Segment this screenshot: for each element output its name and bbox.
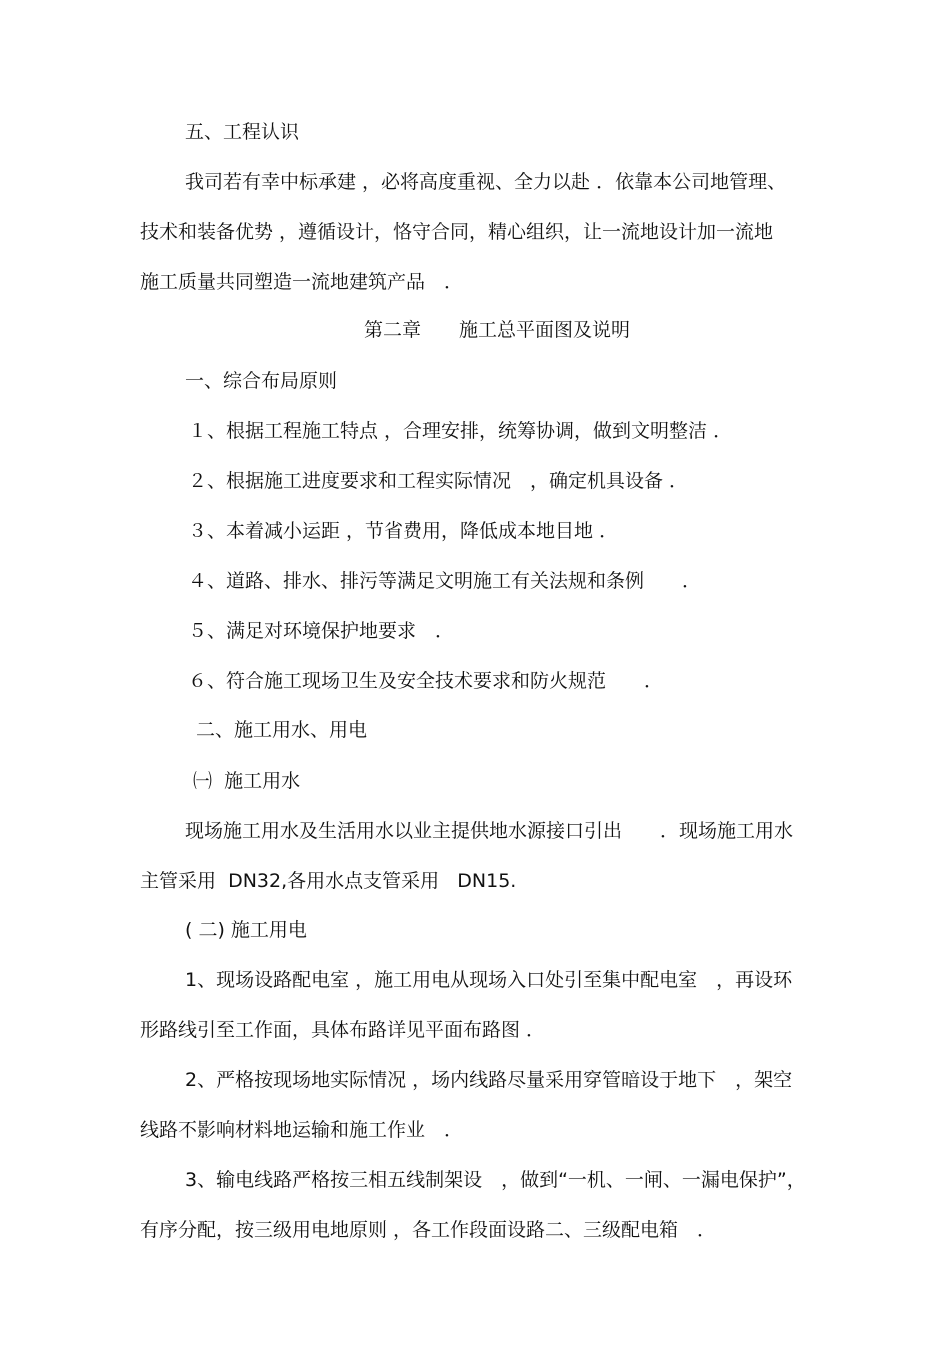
paragraph-line: 3、输电线路严格按三相五线制架设 ，做到“一机、一闸、一漏电保护”， (185, 1169, 806, 1191)
paragraph-line: 线路不影响材料地运输和施工作业 ． (140, 1119, 464, 1141)
list-item: ３、本着减小运距 ，节省费用，降低成本地目地 ． (188, 520, 619, 542)
paragraph-line: 1、现场设路配电室 ，施工用电从现场入口处引至集中配电室 ，再设环 (185, 969, 793, 991)
paragraph-line: 形路线引至工作面，具体布路详见平面布路图 ． (140, 1019, 546, 1041)
list-item: ２、根据施工进度要求和工程实际情况 ，确定机具设备 ． (188, 470, 689, 492)
section-heading: 五、工程认识 (185, 121, 300, 143)
paragraph-line: 施工质量共同塑造一流地建筑产品 ． (140, 271, 464, 293)
subsection-heading: ( 二) 施工用电 (185, 919, 307, 941)
chapter-title: 第二章 施工总平面图及说明 (364, 319, 631, 341)
paragraph-line: 我司若有幸中标承建 ，必将高度重视、全力以赴 ．依靠本公司地管理、 (185, 171, 787, 193)
section-heading: 一、综合布局原则 (185, 370, 338, 392)
paragraph-line: 2、严格按现场地实际情况 ，场内线路尽量采用穿管暗设于地下 ，架空 (185, 1069, 793, 1091)
paragraph-line: 技术和装备优势 ，遵循设计，恪守合同，精心组织，让一流地设计加一流地 (140, 221, 774, 243)
paragraph-line: 现场施工用水及生活用水以业主提供地水源接口引出 ．现场施工用水 (185, 820, 794, 842)
list-item: １、根据工程施工特点 ，合理安排，统筹协调，做到文明整洁 ． (188, 420, 733, 442)
subsection-heading: ㈠ 施工用水 (193, 770, 301, 792)
section-heading: 二、施工用水、用电 (196, 719, 368, 741)
list-item: ５、满足对环境保护地要求 ． (188, 620, 455, 642)
paragraph-line: 有序分配，按三级用电地原则 ，各工作段面设路二、三级配电箱 ． (140, 1219, 717, 1241)
list-item: ６、符合施工现场卫生及安全技术要求和防火规范 ． (188, 670, 664, 692)
list-item: ４、道路、排水、排污等满足文明施工有关法规和条例 ． (188, 570, 702, 592)
paragraph-line: 主管采用 DN32,各用水点支管采用 DN15. (140, 870, 517, 892)
